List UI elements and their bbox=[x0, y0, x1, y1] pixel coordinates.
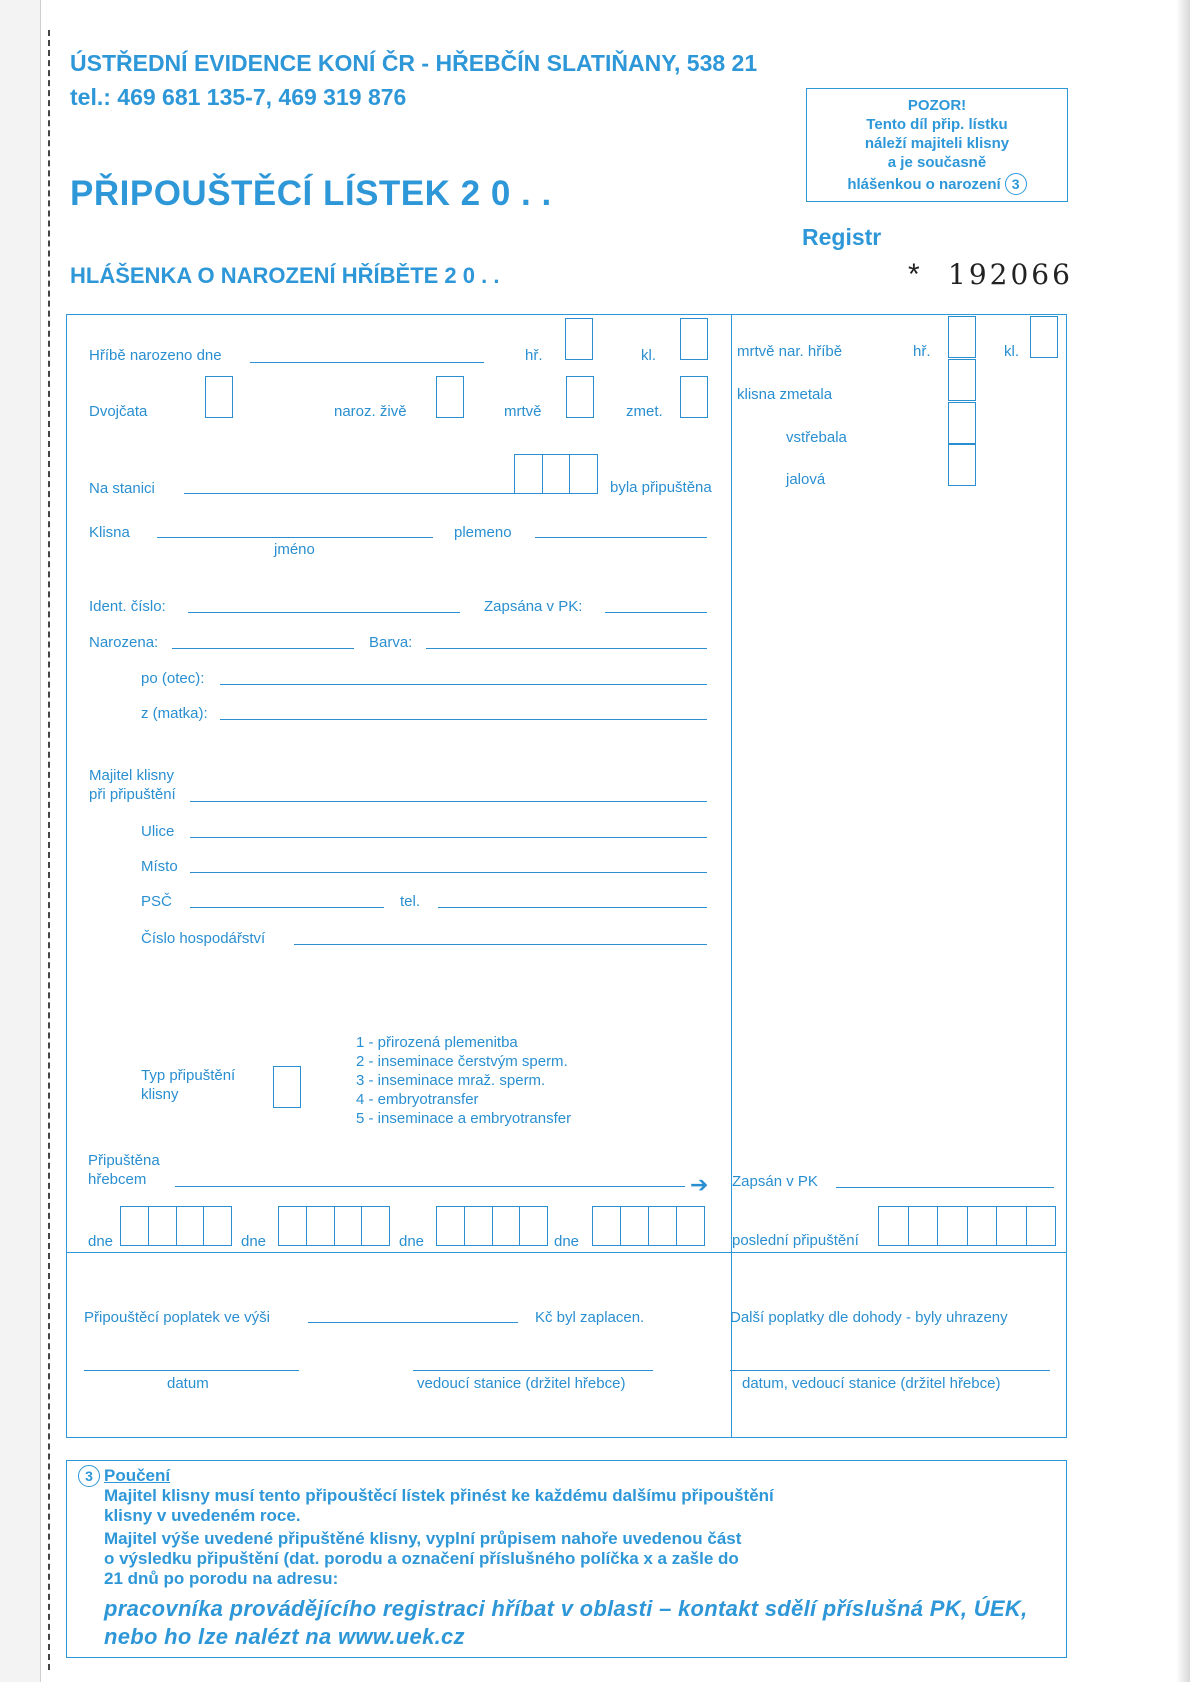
bred-by-label-2: hřebcem bbox=[88, 1171, 147, 1188]
arrow-right-icon: ➔ bbox=[690, 1172, 709, 1197]
twins-checkbox[interactable] bbox=[205, 376, 233, 418]
form-subtitle: HLÁŠENKA O NAROZENÍ HŘÍBĚTE 2 0 . . bbox=[70, 263, 500, 288]
station-head-signature-line[interactable] bbox=[413, 1370, 653, 1371]
color-label: Barva: bbox=[369, 634, 413, 651]
other-fees-label: Další poplatky dle dohody - byly uhrazeny bbox=[730, 1309, 1008, 1326]
breeding-type-box[interactable] bbox=[273, 1066, 301, 1108]
date-caption: datum bbox=[167, 1375, 209, 1392]
street-line[interactable] bbox=[190, 837, 707, 838]
owner-label-2: při připuštění bbox=[89, 786, 176, 803]
part-number-badge: 3 bbox=[78, 1465, 100, 1487]
born-label: Narozena: bbox=[89, 634, 159, 651]
mare-aborted-label: klisna zmetala bbox=[737, 386, 833, 403]
stillborn-colt-checkbox[interactable] bbox=[948, 316, 976, 358]
was-bred-label: byla připuštěna bbox=[610, 479, 712, 496]
owner-line[interactable] bbox=[190, 801, 707, 802]
zip-line[interactable] bbox=[190, 907, 384, 908]
mare-label: Klisna bbox=[89, 524, 130, 541]
fee-label: Připouštěcí poplatek ve výši bbox=[84, 1309, 270, 1326]
date-label: dne bbox=[88, 1233, 114, 1250]
other-fees-signature-line[interactable] bbox=[730, 1370, 1050, 1371]
owner-label: Majitel klisny bbox=[89, 767, 175, 784]
instructions-contact: pracovníka provádějícího registraci hříbat v oblasti – kontakt sdělí příslušná PK, ÚEK, bbox=[104, 1596, 1028, 1621]
sire-line[interactable] bbox=[220, 684, 707, 685]
station-head-caption: vedoucí stanice (držitel hřebce) bbox=[417, 1375, 626, 1392]
born-line[interactable] bbox=[172, 648, 354, 649]
breeding-type-option: 2 - inseminace čerstvým sperm. bbox=[356, 1053, 568, 1070]
born-alive-checkbox[interactable] bbox=[436, 376, 464, 418]
notice-line bbox=[807, 173, 1067, 195]
stillborn-foal-label: mrtvě nar. hříbě bbox=[737, 343, 843, 360]
filly-label: kl. bbox=[1004, 343, 1019, 360]
farm-number-label: Číslo hospodářství bbox=[141, 930, 266, 947]
serial-star-icon: * bbox=[908, 258, 920, 291]
notice-line: Tento díl přip. lístku bbox=[866, 116, 1008, 133]
instructions-line: Majitel klisny musí tento připouštěcí lístek přinést ke každému dalšímu připouštění bbox=[104, 1486, 774, 1505]
breeding-type-option: 4 - embryotransfer bbox=[356, 1091, 479, 1108]
colt-label: hř. bbox=[525, 347, 543, 364]
mare-aborted-checkbox[interactable] bbox=[948, 359, 976, 401]
last-breeding-date-cells[interactable] bbox=[878, 1206, 1056, 1246]
date-label: dne bbox=[241, 1233, 267, 1250]
registered-pk-label: Zapsán v PK bbox=[732, 1173, 818, 1190]
phone-label: tel. bbox=[400, 893, 421, 910]
breeding-type-label: Typ připuštění bbox=[141, 1067, 236, 1084]
fee-amount-line[interactable] bbox=[308, 1322, 518, 1323]
zip-label: PSČ bbox=[141, 893, 172, 910]
org-header: ÚSTŘEDNÍ EVIDENCE KONÍ ČR - HŘEBČÍN SLATIŇANY, 538 21 bbox=[70, 50, 758, 76]
ident-line[interactable] bbox=[188, 612, 460, 613]
date-cells[interactable] bbox=[592, 1206, 705, 1246]
place-line[interactable] bbox=[190, 872, 707, 873]
registered-pk-line[interactable] bbox=[605, 612, 707, 613]
dam-line[interactable] bbox=[220, 719, 707, 720]
mare-name-caption: jméno bbox=[274, 541, 315, 558]
column-divider bbox=[731, 1252, 732, 1438]
form-title: PŘIPOUŠTĚCÍ LÍSTEK 2 0 . . bbox=[70, 174, 552, 213]
date-signature-line[interactable] bbox=[84, 1370, 299, 1371]
ident-label: Ident. číslo: bbox=[89, 598, 166, 615]
column-divider bbox=[731, 314, 732, 1252]
foal-born-label: Hříbě narozeno dne bbox=[89, 347, 222, 364]
notice-text: hlášenkou o narození bbox=[847, 176, 1001, 193]
fee-paid-label: Kč byl zaplacen. bbox=[535, 1309, 645, 1326]
date-cells[interactable] bbox=[120, 1206, 232, 1246]
station-label: Na stanici bbox=[89, 480, 155, 497]
instructions-title: Poučení bbox=[104, 1466, 171, 1485]
org-phone: tel.: 469 681 135-7, 469 319 876 bbox=[70, 84, 407, 110]
registr-label: Registr bbox=[802, 224, 882, 250]
notice-line: náleží majiteli klisny bbox=[864, 135, 1010, 152]
twins-label: Dvojčata bbox=[89, 403, 148, 420]
breed-label: plemeno bbox=[454, 524, 512, 541]
station-line[interactable] bbox=[184, 493, 514, 494]
notice-heading: POZOR! bbox=[907, 97, 967, 114]
notice-box bbox=[806, 88, 1068, 202]
page-edge-strip bbox=[0, 0, 41, 1682]
instructions-line: Majitel výše uvedené připuštěné klisny, vyplní průpisem nahoře uvedenou část bbox=[104, 1529, 742, 1548]
stallion-line[interactable] bbox=[175, 1186, 685, 1187]
born-alive-label: naroz. živě bbox=[334, 403, 407, 420]
station-code-cells[interactable] bbox=[514, 454, 598, 494]
dam-label: z (matka): bbox=[141, 705, 208, 722]
breeding-type-option: 3 - inseminace mraž. sperm. bbox=[356, 1072, 546, 1089]
stillborn-checkbox[interactable] bbox=[566, 376, 594, 418]
barren-checkbox[interactable] bbox=[948, 444, 976, 486]
stillborn-label: mrtvě bbox=[504, 403, 542, 420]
color-line[interactable] bbox=[426, 648, 707, 649]
sire-label: po (otec): bbox=[141, 670, 205, 687]
filly-checkbox[interactable] bbox=[680, 318, 708, 360]
date-label: dne bbox=[554, 1233, 580, 1250]
section-divider bbox=[66, 1252, 1067, 1253]
colt-checkbox[interactable] bbox=[565, 318, 593, 360]
date-label: dne bbox=[399, 1233, 425, 1250]
place-label: Místo bbox=[141, 858, 178, 875]
bred-by-label: Připuštěna bbox=[88, 1152, 160, 1169]
page-edge-shadow bbox=[1176, 0, 1190, 1682]
foal-born-date-line[interactable] bbox=[250, 362, 484, 363]
date-cells[interactable] bbox=[278, 1206, 390, 1246]
instructions-line: klisny v uvedeném roce. bbox=[104, 1506, 301, 1525]
breeding-type-option: 1 - přirozená plemenitba bbox=[356, 1034, 518, 1051]
date-station-head-caption: datum, vedoucí stanice (držitel hřebce) bbox=[742, 1375, 1001, 1392]
resorbed-checkbox[interactable] bbox=[948, 402, 976, 444]
breeding-type-label-2: klisny bbox=[141, 1086, 179, 1103]
notice-line: a je současně bbox=[887, 154, 987, 171]
farm-number-line[interactable] bbox=[294, 944, 707, 945]
aborted-label: zmet. bbox=[626, 403, 663, 420]
date-cells[interactable] bbox=[436, 1206, 548, 1246]
instructions-line: o výsledku připuštění (dat. porodu a označení příslušného políčka x a zašle do bbox=[104, 1549, 739, 1568]
barren-label: jalová bbox=[786, 471, 826, 488]
mare-name-line[interactable] bbox=[157, 537, 433, 538]
resorbed-label: vstřebala bbox=[786, 429, 847, 446]
instructions-line: 21 dnů po porodu na adresu: bbox=[104, 1569, 339, 1588]
instructions-website: nebo ho lze nalézt na www.uek.cz bbox=[104, 1624, 465, 1649]
serial-number: 192066 bbox=[948, 258, 1073, 291]
street-label: Ulice bbox=[141, 823, 175, 840]
instructions-heading bbox=[78, 1465, 170, 1487]
registered-pk-label: Zapsána v PK: bbox=[484, 598, 583, 615]
stillborn-filly-checkbox[interactable] bbox=[1030, 316, 1058, 358]
filly-label: kl. bbox=[641, 347, 656, 364]
phone-line[interactable] bbox=[438, 907, 707, 908]
part-number-badge: 3 bbox=[1005, 173, 1027, 195]
last-breeding-label: poslední připuštění bbox=[732, 1232, 859, 1249]
perforation-line bbox=[48, 30, 50, 1670]
aborted-checkbox[interactable] bbox=[680, 376, 708, 418]
colt-label: hř. bbox=[913, 343, 931, 360]
registered-pk-line[interactable] bbox=[836, 1187, 1054, 1188]
breeding-type-option: 5 - inseminace a embryotransfer bbox=[356, 1110, 572, 1127]
breed-line[interactable] bbox=[535, 537, 707, 538]
